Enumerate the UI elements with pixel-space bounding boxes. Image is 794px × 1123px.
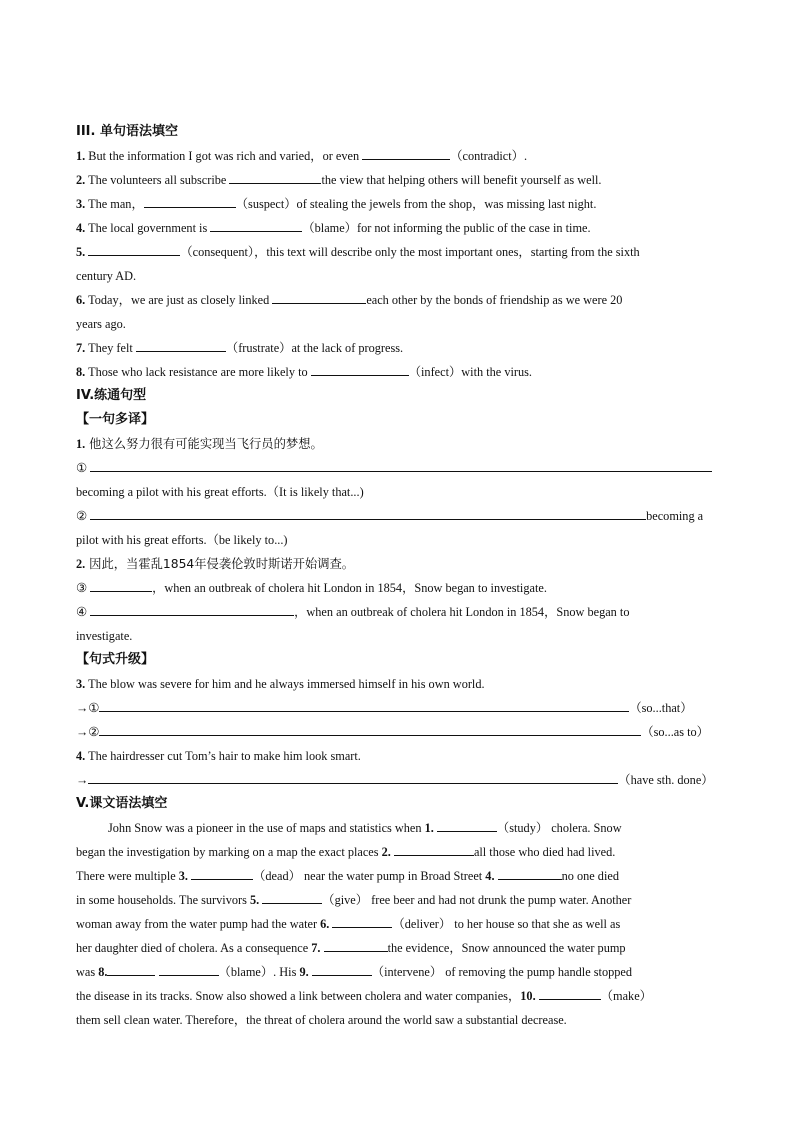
chinese-sentence: 因此，当霍乱1854年侵袭伦敦时斯诺开始调查。 bbox=[85, 557, 355, 571]
question-number: 2. bbox=[76, 557, 86, 571]
answer-blank[interactable] bbox=[362, 146, 450, 160]
rewrite-1 bbox=[76, 696, 726, 720]
passage-line-1 bbox=[76, 816, 726, 840]
passage-text: There were multiple bbox=[76, 869, 179, 883]
question-3-7 bbox=[76, 336, 726, 360]
answer-blank[interactable] bbox=[210, 218, 302, 232]
blank-number: 8. bbox=[98, 965, 108, 979]
passage-text: （study） cholera. Snow bbox=[496, 821, 622, 835]
question-text: Today，we are just as closely linked bbox=[85, 293, 273, 307]
answer-blank[interactable] bbox=[88, 242, 180, 256]
question-number: 4. bbox=[76, 221, 86, 235]
subsection-heading: 【一句多译】 bbox=[76, 412, 155, 427]
subsection-heading: 【句式升级】 bbox=[76, 652, 155, 667]
question-hint: （contradict）. bbox=[450, 149, 528, 163]
rewrite-3 bbox=[76, 768, 726, 792]
answer-blank[interactable] bbox=[324, 938, 388, 952]
question-4-4 bbox=[76, 744, 726, 768]
blank-number: 6. bbox=[320, 917, 330, 931]
answer-blank[interactable] bbox=[311, 362, 409, 376]
answer-blank[interactable] bbox=[90, 602, 294, 616]
answer-blank[interactable] bbox=[107, 962, 155, 976]
section-4-heading: IV.练通句型 bbox=[76, 388, 147, 403]
translation-4 bbox=[76, 600, 726, 624]
question-3-1 bbox=[76, 144, 726, 168]
translation-4-continued: investigate. bbox=[76, 629, 133, 643]
answer-blank[interactable] bbox=[99, 698, 629, 712]
passage-text: （blame）. His bbox=[218, 965, 300, 979]
question-number: 5. bbox=[76, 245, 86, 259]
passage-text: woman away from the water pump had the water bbox=[76, 917, 321, 931]
passage-text: （dead） near the water pump in Broad Street bbox=[253, 869, 486, 883]
question-3-8 bbox=[76, 360, 726, 384]
question-text: They felt bbox=[85, 341, 136, 355]
question-text: The volunteers all subscribe bbox=[85, 173, 230, 187]
passage-text: （make） bbox=[600, 989, 652, 1003]
question-number: 3. bbox=[76, 197, 86, 211]
question-number: 4. bbox=[76, 749, 86, 763]
blank-number: 5. bbox=[249, 893, 260, 907]
passage-text: began the investigation by marking on a map the exact places bbox=[76, 845, 382, 859]
blank-number: 1. bbox=[424, 821, 434, 835]
blank-number: 10. bbox=[520, 989, 536, 1003]
answer-blank[interactable] bbox=[90, 506, 646, 520]
blank-number: 4. bbox=[485, 869, 495, 883]
answer-blank[interactable] bbox=[394, 842, 474, 856]
passage-text: the evidence，Snow announced the water pump bbox=[387, 941, 626, 955]
circled-number: ① bbox=[76, 461, 88, 475]
question-number: 7. bbox=[76, 341, 86, 355]
worksheet-page bbox=[76, 120, 726, 1032]
passage-line-7 bbox=[76, 960, 726, 984]
question-number: 6. bbox=[76, 293, 86, 307]
passage-text: （intervene） of removing the pump handle stopped bbox=[371, 965, 633, 979]
question-text: The blow was severe for him and he always immersed himself in his own world. bbox=[85, 677, 485, 691]
answer-blank[interactable] bbox=[88, 770, 618, 784]
section-5-heading: V.课文语法填空 bbox=[76, 796, 168, 811]
translation-1-continued: becoming a pilot with his great efforts.（It is likely that...) bbox=[76, 485, 364, 499]
question-3-2 bbox=[76, 168, 726, 192]
question-number: 1. bbox=[76, 149, 86, 163]
question-4-3 bbox=[76, 672, 726, 696]
question-text: （suspect）of stealing the jewels from the shop，was missing last night. bbox=[235, 197, 597, 211]
question-3-3 bbox=[76, 192, 726, 216]
question-number: 8. bbox=[76, 365, 86, 379]
circled-number: ④ bbox=[76, 605, 88, 619]
section-3-heading: III. 单句语法填空 bbox=[76, 124, 178, 139]
question-3-4 bbox=[76, 216, 726, 240]
answer-blank[interactable] bbox=[99, 722, 641, 736]
answer-blank[interactable] bbox=[312, 962, 372, 976]
question-3-5 bbox=[76, 240, 726, 264]
question-3-6-continued: years ago. bbox=[76, 317, 126, 331]
blank-number: 9. bbox=[299, 965, 309, 979]
question-3-6 bbox=[76, 288, 726, 312]
translation-2 bbox=[76, 504, 726, 528]
passage-line-2 bbox=[76, 840, 726, 864]
question-4-2 bbox=[76, 552, 726, 576]
blank-number: 7. bbox=[311, 941, 321, 955]
answer-blank[interactable] bbox=[229, 170, 321, 184]
passage-text: the disease in its tracks. Snow also showed a link between cholera and water companies， bbox=[76, 989, 521, 1003]
passage-text: no one died bbox=[561, 869, 619, 883]
question-number: 1. bbox=[76, 437, 86, 451]
question-number: 2. bbox=[76, 173, 86, 187]
translation-2-continued: pilot with his great efforts.（be likely to...) bbox=[76, 533, 288, 547]
answer-blank[interactable] bbox=[136, 338, 226, 352]
answer-blank[interactable] bbox=[498, 866, 562, 880]
structure-hint: （so...as to） bbox=[641, 725, 709, 739]
passage-text: John Snow was a pioneer in the use of maps and statistics when bbox=[108, 821, 425, 835]
sentence-text: ，when an outbreak of cholera hit London in 1854，Snow began to bbox=[294, 605, 630, 619]
rewrite-2 bbox=[76, 720, 726, 744]
answer-blank[interactable] bbox=[159, 962, 219, 976]
question-text: The local government is bbox=[85, 221, 211, 235]
question-text: But the information I got was rich and varied，or even bbox=[85, 149, 363, 163]
passage-text: （deliver） to her house so that she as well as bbox=[392, 917, 621, 931]
passage-line-9: them sell clean water. Therefore，the threat of cholera around the world saw a substantial decrease. bbox=[76, 1013, 567, 1027]
circled-number: ③ bbox=[76, 581, 88, 595]
blank-number: 3. bbox=[178, 869, 189, 883]
passage-line-5 bbox=[76, 912, 726, 936]
passage-line-8 bbox=[76, 984, 726, 1008]
structure-hint: （have sth. done） bbox=[618, 773, 714, 787]
answer-blank[interactable] bbox=[262, 890, 322, 904]
question-text: （infect）with the virus. bbox=[408, 365, 533, 379]
translation-1 bbox=[76, 456, 726, 480]
question-4-1 bbox=[76, 432, 726, 456]
passage-text: was bbox=[76, 965, 99, 979]
chinese-sentence: 他这么努力很有可能实现当飞行员的梦想。 bbox=[85, 437, 323, 451]
question-text: each other by the bonds of friendship as we were 20 bbox=[366, 293, 623, 307]
question-text: The hairdresser cut Tom’s hair to make him look smart. bbox=[85, 749, 361, 763]
sentence-text: ，when an outbreak of cholera hit London in 1854，Snow began to investigate. bbox=[152, 581, 547, 595]
passage-line-6 bbox=[76, 936, 726, 960]
question-text: Those who lack resistance are more likely to bbox=[85, 365, 311, 379]
arrow-marker: →① bbox=[76, 701, 100, 715]
blank-number: 2. bbox=[381, 845, 391, 859]
structure-hint: （so...that） bbox=[629, 701, 693, 715]
answer-blank[interactable] bbox=[272, 290, 366, 304]
question-text: the view that helping others will benefit yourself as well. bbox=[321, 173, 602, 187]
circled-number: ② bbox=[76, 509, 88, 523]
answer-blank[interactable] bbox=[90, 458, 712, 472]
passage-text: her daughter died of cholera. As a consequence bbox=[76, 941, 312, 955]
answer-blank[interactable] bbox=[144, 194, 236, 208]
answer-blank[interactable] bbox=[539, 986, 601, 1000]
passage-line-4 bbox=[76, 888, 726, 912]
arrow-marker: →② bbox=[76, 725, 100, 739]
question-text: （frustrate）at the lack of progress. bbox=[225, 341, 404, 355]
answer-blank[interactable] bbox=[191, 866, 253, 880]
question-number: 3. bbox=[76, 677, 86, 691]
translation-3 bbox=[76, 576, 726, 600]
passage-line-3 bbox=[76, 864, 726, 888]
question-text: （consequent），this text will describe only the most important ones，starting from the sixth bbox=[180, 245, 640, 259]
answer-blank[interactable] bbox=[437, 818, 497, 832]
question-text: The man， bbox=[85, 197, 144, 211]
passage-text: in some households. The survivors bbox=[76, 893, 250, 907]
passage-text: （give） free beer and had not drunk the pump water. Another bbox=[322, 893, 632, 907]
question-3-5-continued: century AD. bbox=[76, 269, 137, 283]
arrow-marker: → bbox=[76, 773, 89, 787]
answer-blank[interactable] bbox=[90, 578, 152, 592]
question-text: （blame）for not informing the public of the case in time. bbox=[302, 221, 591, 235]
passage-text: all those who died had lived. bbox=[473, 845, 616, 859]
sentence-text: becoming a bbox=[646, 509, 704, 523]
answer-blank[interactable] bbox=[332, 914, 392, 928]
